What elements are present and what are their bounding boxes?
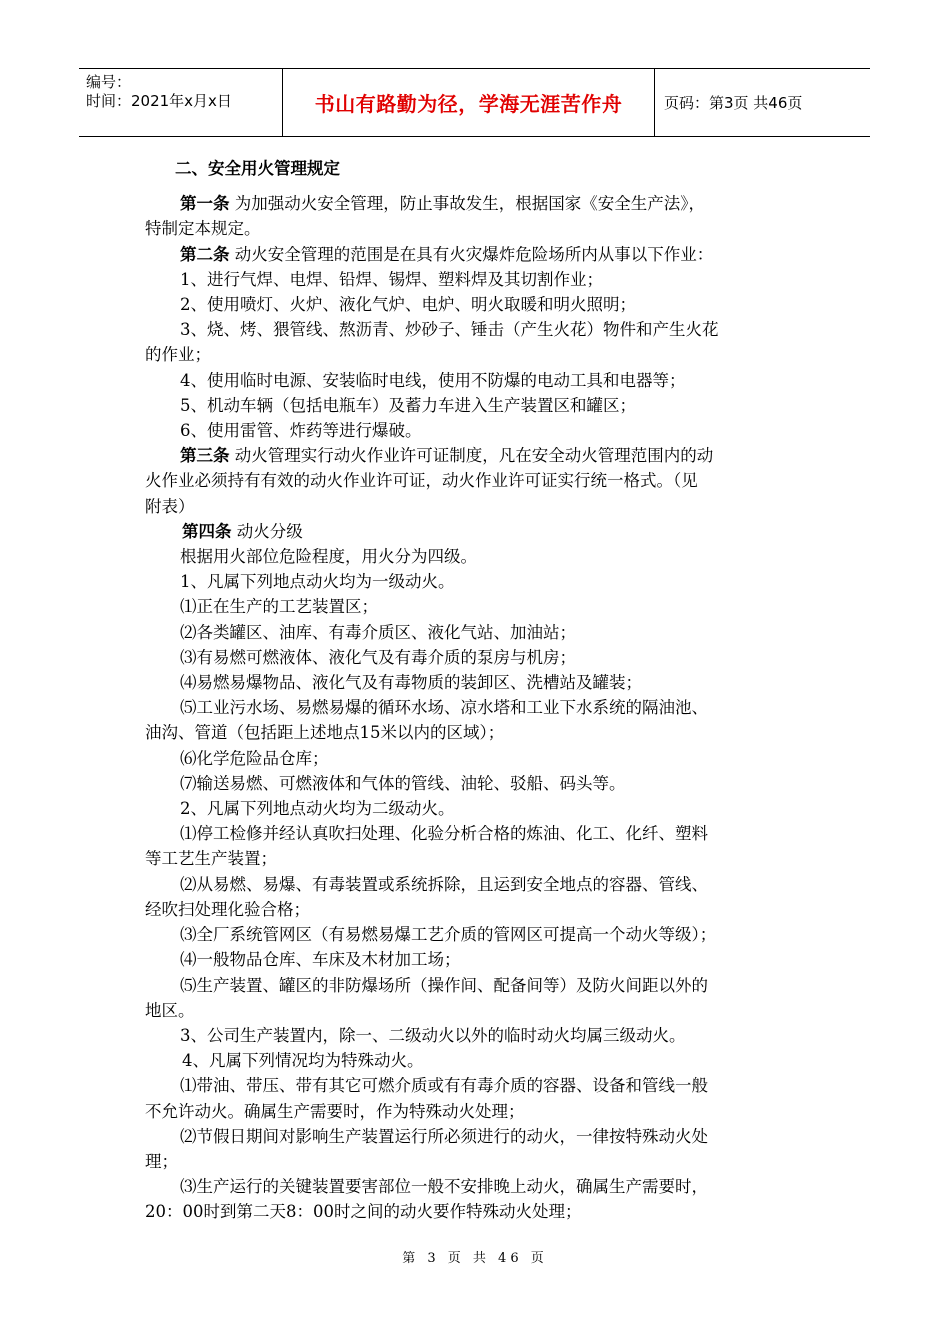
text-line xyxy=(145,368,815,393)
line-text: 理； xyxy=(145,1151,178,1171)
line-text: 3、公司生产装置内，除一、二级动火以外的临时动火均属三级动火。 xyxy=(180,1025,686,1045)
text-line xyxy=(145,846,815,871)
article-number: 第四条 xyxy=(182,521,232,541)
line-text: 1、凡属下列地点动火均为一级动火。 xyxy=(180,572,455,592)
text-line xyxy=(145,544,815,569)
line-text: ⑴正在生产的工艺装置区； xyxy=(180,597,378,617)
line-text: 动火安全管理的范围是在具有火灾爆炸危险场所内从事以下作业： xyxy=(229,244,714,264)
line-text: ⑹化学危险品仓库； xyxy=(180,748,329,768)
text-line xyxy=(145,998,815,1023)
text-line xyxy=(145,670,815,695)
text-line xyxy=(145,645,815,670)
text-line xyxy=(145,746,815,771)
text-line xyxy=(145,1149,815,1174)
document-date-label: 时间：2021年x月x日 xyxy=(86,92,232,110)
text-line xyxy=(145,267,815,292)
page-footer: 第 3 页 共 46 页 xyxy=(402,1251,548,1266)
text-line xyxy=(145,1073,815,1098)
line-text: 6、使用雷管、炸药等进行爆破。 xyxy=(180,421,422,441)
line-text: 附表） xyxy=(145,496,195,516)
line-text: 特制定本规定。 xyxy=(145,219,261,239)
text-line xyxy=(145,695,815,720)
line-text: 经吹扫处理化验合格； xyxy=(145,899,310,919)
article-number: 第二条 xyxy=(180,244,230,264)
paragraph-lines xyxy=(145,191,815,1224)
text-line xyxy=(145,872,815,897)
line-text: 1、进行气焊、电焊、铅焊、锡焊、塑料焊及其切割作业； xyxy=(180,269,603,289)
text-line xyxy=(145,897,815,922)
line-text: 根据用火部位危险程度，用火分为四级。 xyxy=(180,547,477,567)
header-motto: 书山有路勤为径，学海无涯苦作舟 xyxy=(283,69,655,136)
document-number-label: 编号： xyxy=(86,73,132,91)
line-text: 5、机动车辆（包括电瓶车）及蓄力车进入生产装置区和罐区； xyxy=(180,395,636,415)
line-text: ⑸生产装置、罐区的非防爆场所（操作间、配备间等）及防火间距以外的 xyxy=(180,975,708,995)
line-text: 动火管理实行动火作业许可证制度，凡在安全动火管理范围内的动 xyxy=(229,446,714,466)
text-line xyxy=(145,191,815,216)
document-body xyxy=(145,156,815,1225)
line-text: ⑶全厂系统管网区（有易燃易爆工艺介质的管网区可提高一个动火等级）； xyxy=(180,925,717,945)
line-text: ⑵从易燃、易爆、有毒装置或系统拆除，且运到安全地点的容器、管线、 xyxy=(180,874,708,894)
text-line xyxy=(145,821,815,846)
line-text: 地区。 xyxy=(145,1000,195,1020)
line-text: 的作业； xyxy=(145,345,211,365)
line-text: ⑷易燃易爆物品、液化气及有毒物质的装卸区、洗槽站及罐装； xyxy=(180,673,642,693)
text-line xyxy=(145,620,815,645)
text-line xyxy=(145,720,815,745)
line-text: ⑸工业污水场、易燃易爆的循环水场、凉水塔和工业下水系统的隔油池、 xyxy=(180,698,708,718)
text-line xyxy=(145,1048,815,1073)
line-text: 3、烧、烤、猥管线、熬沥青、炒砂子、锤击（产生火花）物件和产生火花 xyxy=(180,320,719,340)
text-line xyxy=(145,418,815,443)
line-text: 20：00时到第二天8：00时之间的动火要作特殊动火处理； xyxy=(145,1202,582,1222)
line-text: 不允许动火。确属生产需要时，作为特殊动火处理； xyxy=(145,1101,525,1121)
text-line xyxy=(145,569,815,594)
text-line xyxy=(145,393,815,418)
text-line xyxy=(145,317,815,342)
text-line xyxy=(145,342,815,367)
line-text: 油沟、管道（包括距上述地点15米以内的区域）； xyxy=(145,723,505,743)
page-header xyxy=(79,68,870,137)
line-text: ⑶有易燃可燃液体、液化气及有毒介质的泵房与机房； xyxy=(180,647,576,667)
line-text: ⑴带油、带压、带有其它可燃介质或有有毒介质的容器、设备和管线一般 xyxy=(180,1076,708,1096)
line-text: 4、凡属下列情况均为特殊动火。 xyxy=(182,1051,424,1071)
header-meta xyxy=(79,69,283,136)
text-line xyxy=(145,1174,815,1199)
line-text: 火作业必须持有有效的动火作业许可证，动火作业许可证实行统一格式。（见 xyxy=(145,471,698,491)
line-text: 2、使用喷灯、火炉、液化气炉、电炉、明火取暖和明火照明； xyxy=(180,295,636,315)
line-text: ⑵各类罐区、油库、有毒介质区、液化气站、加油站； xyxy=(180,622,576,642)
text-line xyxy=(145,468,815,493)
section-title: 二、安全用火管理规定 xyxy=(175,159,340,178)
text-line xyxy=(145,1124,815,1149)
text-line xyxy=(145,494,815,519)
line-text: ⑷一般物品仓库、车床及木材加工场； xyxy=(180,950,461,970)
text-line xyxy=(145,947,815,972)
text-line xyxy=(145,1199,815,1224)
line-text: ⑺输送易燃、可燃液体和气体的管线、油轮、驳船、码头等。 xyxy=(180,773,626,793)
line-text: 动火分级 xyxy=(231,521,303,541)
line-text: 4、使用临时电源、安装临时电线，使用不防爆的电动工具和电器等； xyxy=(180,370,686,390)
article-number: 第三条 xyxy=(180,446,230,466)
line-text: 2、凡属下列地点动火均为二级动火。 xyxy=(180,799,455,819)
line-text: 为加强动火安全管理，防止事故发生，根据国家《安全生产法》， xyxy=(229,194,705,214)
text-line xyxy=(145,519,815,544)
line-text: ⑴停工检修并经认真吹扫处理、化验分析合格的炼油、化工、化纤、塑料 xyxy=(180,824,708,844)
text-line xyxy=(145,594,815,619)
text-line xyxy=(145,242,815,267)
text-line xyxy=(145,796,815,821)
text-line xyxy=(145,1023,815,1048)
line-text: 等工艺生产装置； xyxy=(145,849,277,869)
line-text: ⑵节假日期间对影响生产装置运行所必须进行的动火，一律按特殊动火处 xyxy=(180,1126,708,1146)
text-line xyxy=(145,292,815,317)
text-line xyxy=(145,443,815,468)
text-line xyxy=(145,216,815,241)
text-line xyxy=(145,973,815,998)
header-page-info: 页码：第3页 共46页 xyxy=(664,94,803,112)
text-line xyxy=(145,771,815,796)
text-line xyxy=(145,1099,815,1124)
line-text: ⑶生产运行的关键装置要害部位一般不安排晚上动火，确属生产需要时， xyxy=(180,1177,708,1197)
text-line xyxy=(145,922,815,947)
article-number: 第一条 xyxy=(180,194,230,214)
